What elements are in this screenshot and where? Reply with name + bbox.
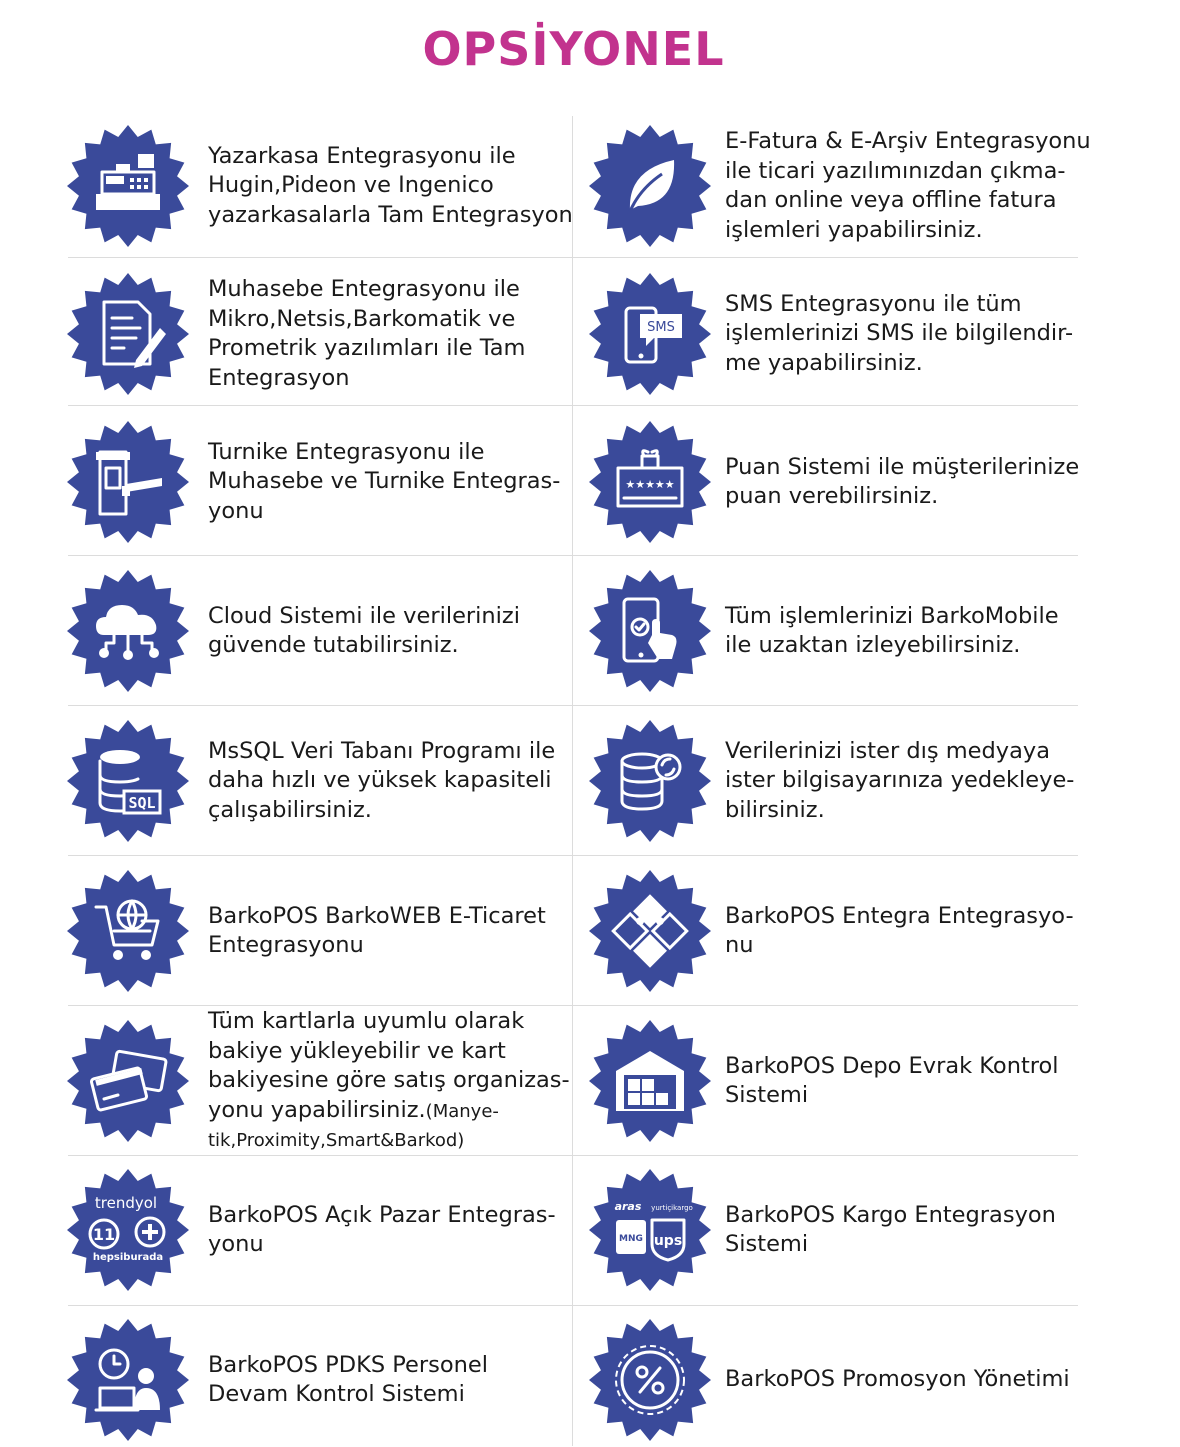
feature-description xyxy=(208,902,546,961)
attendance-clock-icon xyxy=(66,1318,190,1442)
feature-text-line: yazarkasalarla Tam Entegrasyon xyxy=(208,201,573,228)
feature-description xyxy=(208,1201,556,1260)
database-sync-icon xyxy=(588,719,712,843)
feature-text-line: ister bilgisayarınıza yedekleye- xyxy=(725,767,1075,794)
svg-text:aras: aras xyxy=(614,1200,642,1213)
feature-text-note: tik,Proximity,Smart&Barkod) xyxy=(208,1130,465,1152)
feature-description xyxy=(208,142,573,231)
feature-text-line: dan online veya offline fatura xyxy=(725,187,1057,213)
feature-description xyxy=(725,290,1073,379)
feature-description xyxy=(208,1351,488,1410)
svg-text:11: 11 xyxy=(92,1225,116,1244)
feature-description xyxy=(208,275,525,393)
cargo-logos-icon xyxy=(588,1168,712,1292)
feature-text-line: BarkoPOS Entegra Entegrasyo- xyxy=(725,902,1074,929)
row-divider xyxy=(68,705,1078,706)
feature-description xyxy=(725,453,1079,512)
marketplace-logos-icon xyxy=(66,1168,190,1292)
feature-text-line: Sistemi xyxy=(725,1082,809,1108)
feature-description xyxy=(725,737,1074,826)
feature-description xyxy=(725,902,1074,961)
row-divider xyxy=(68,405,1078,406)
feature-text-line: işlemlerinizi SMS ile bilgilendir- xyxy=(725,320,1074,347)
feature-text-line: Sistemi xyxy=(725,1231,809,1257)
feature-text-line: BarkoPOS PDKS Personel xyxy=(208,1351,488,1378)
feature-text-line: BarkoPOS BarkoWEB E-Ticaret xyxy=(208,902,546,929)
feature-text-line: Tüm kartlarla uyumlu olarak xyxy=(208,1008,525,1035)
feature-text-line: bakiye yükleyebilir ve kart xyxy=(208,1037,506,1064)
feature-text-line: Mikro,Netsis,Barkomatik ve xyxy=(208,305,516,332)
feature-text-line xyxy=(208,1096,570,1127)
feature-text-line: daha hızlı ve yüksek kapasiteli xyxy=(208,767,552,794)
svg-text:yurtiçikargo: yurtiçikargo xyxy=(651,1204,693,1212)
puzzle-icon xyxy=(588,869,712,993)
percent-seal-icon xyxy=(588,1318,712,1442)
feature-text-line: Verilerinizi ister dış medyaya xyxy=(725,737,1051,764)
feature-text-line: bakiyesine göre satış organizas- xyxy=(208,1067,570,1094)
warehouse-icon xyxy=(588,1019,712,1143)
feature-text-line: Tüm işlemlerinizi BarkoMobile xyxy=(725,602,1059,629)
svg-text:hepsiburada: hepsiburada xyxy=(92,1252,164,1263)
feature-text-line: Yazarkasa Entegrasyonu ile xyxy=(208,142,516,169)
feature-text-line: MsSQL Veri Tabanı Programı ile xyxy=(208,737,556,764)
leaf-icon xyxy=(588,124,712,248)
feature-description xyxy=(208,438,560,527)
page-title: OPSİYONEL xyxy=(422,22,725,76)
globe-cart-icon xyxy=(66,869,190,993)
feature-description xyxy=(725,1365,1070,1395)
feature-text-line: yonu xyxy=(208,497,264,524)
row-divider xyxy=(68,555,1078,556)
feature-text-line: nu xyxy=(725,932,754,958)
feature-description xyxy=(208,1007,570,1156)
feature-text-line: SMS Entegrasyonu ile tüm xyxy=(725,290,1022,317)
svg-text:SQL: SQL xyxy=(128,794,156,812)
turnstile-icon xyxy=(66,420,190,544)
feature-text-line: Entegrasyon xyxy=(208,364,350,391)
feature-text-line: BarkoPOS Açık Pazar Entegras- xyxy=(208,1201,556,1228)
feature-text-line: çalışabilirsiniz. xyxy=(208,796,372,823)
feature-text-line: BarkoPOS Kargo Entegrasyon xyxy=(725,1201,1056,1228)
feature-description xyxy=(725,602,1059,661)
row-divider xyxy=(68,855,1078,856)
cards-icon xyxy=(66,1019,190,1143)
svg-text:MNG: MNG xyxy=(619,1234,643,1244)
feature-description xyxy=(208,737,555,826)
gift-card-icon xyxy=(588,420,712,544)
column-divider xyxy=(572,116,573,1446)
feature-text-line: Muhasebe Entegrasyonu ile xyxy=(208,276,520,302)
cash-register-icon xyxy=(66,124,190,248)
feature-text-line: Puan Sistemi ile müşterilerinize xyxy=(725,453,1080,480)
svg-text:ups: ups xyxy=(653,1233,683,1249)
svg-text:trendyol: trendyol xyxy=(94,1194,158,1212)
feature-text-note: (Manye- xyxy=(425,1100,499,1122)
feature-text-line: puan verebilirsiniz. xyxy=(725,483,939,509)
feature-text-line: ile uzaktan izleyebilirsiniz. xyxy=(725,632,1021,658)
cloud-network-icon xyxy=(66,569,190,693)
feature-text-line: işlemleri yapabilirsiniz. xyxy=(725,216,983,243)
sms-phone-icon xyxy=(588,272,712,396)
feature-text-line: E-Fatura & E-Arşiv Entegrasyonu xyxy=(725,128,1091,154)
svg-text:SMS: SMS xyxy=(647,320,675,335)
feature-description xyxy=(208,602,520,661)
feature-text-line: me yapabilirsiniz. xyxy=(725,349,923,376)
feature-text-line: Turnike Entegrasyonu ile xyxy=(208,438,485,465)
row-divider xyxy=(68,257,1078,258)
feature-text-main: yonu yapabilirsiniz. xyxy=(208,1096,426,1123)
feature-text-line: Entegrasyonu xyxy=(208,932,364,958)
feature-text-line: ile ticari yazılımınızdan çıkma- xyxy=(725,157,1066,184)
sql-database-icon xyxy=(66,719,190,843)
feature-text-line: yonu xyxy=(208,1231,264,1257)
feature-text-line: BarkoPOS Promosyon Yönetimi xyxy=(725,1366,1070,1393)
feature-text-line: BarkoPOS Depo Evrak Kontrol xyxy=(725,1052,1059,1079)
feature-text-line: Muhasebe ve Turnike Entegras- xyxy=(208,468,561,495)
feature-text-line: Prometrik yazılımları ile Tam xyxy=(208,335,526,361)
feature-description xyxy=(725,1052,1059,1111)
feature-text-line: güvende tutabilirsiniz. xyxy=(208,632,459,658)
row-divider xyxy=(68,1305,1078,1306)
feature-description xyxy=(725,1201,1056,1260)
feature-text-line: Devam Kontrol Sistemi xyxy=(208,1381,465,1407)
feature-description xyxy=(725,127,1091,245)
feature-text-line: Cloud Sistemi ile verilerinizi xyxy=(208,602,520,629)
mobile-touch-icon xyxy=(588,569,712,693)
row-divider xyxy=(68,1005,1078,1006)
document-edit-icon xyxy=(66,272,190,396)
feature-text-line: bilirsiniz. xyxy=(725,796,825,823)
feature-text-line: Hugin,Pideon ve Ingenico xyxy=(208,172,494,199)
svg-text:★★★★★: ★★★★★ xyxy=(625,478,675,491)
